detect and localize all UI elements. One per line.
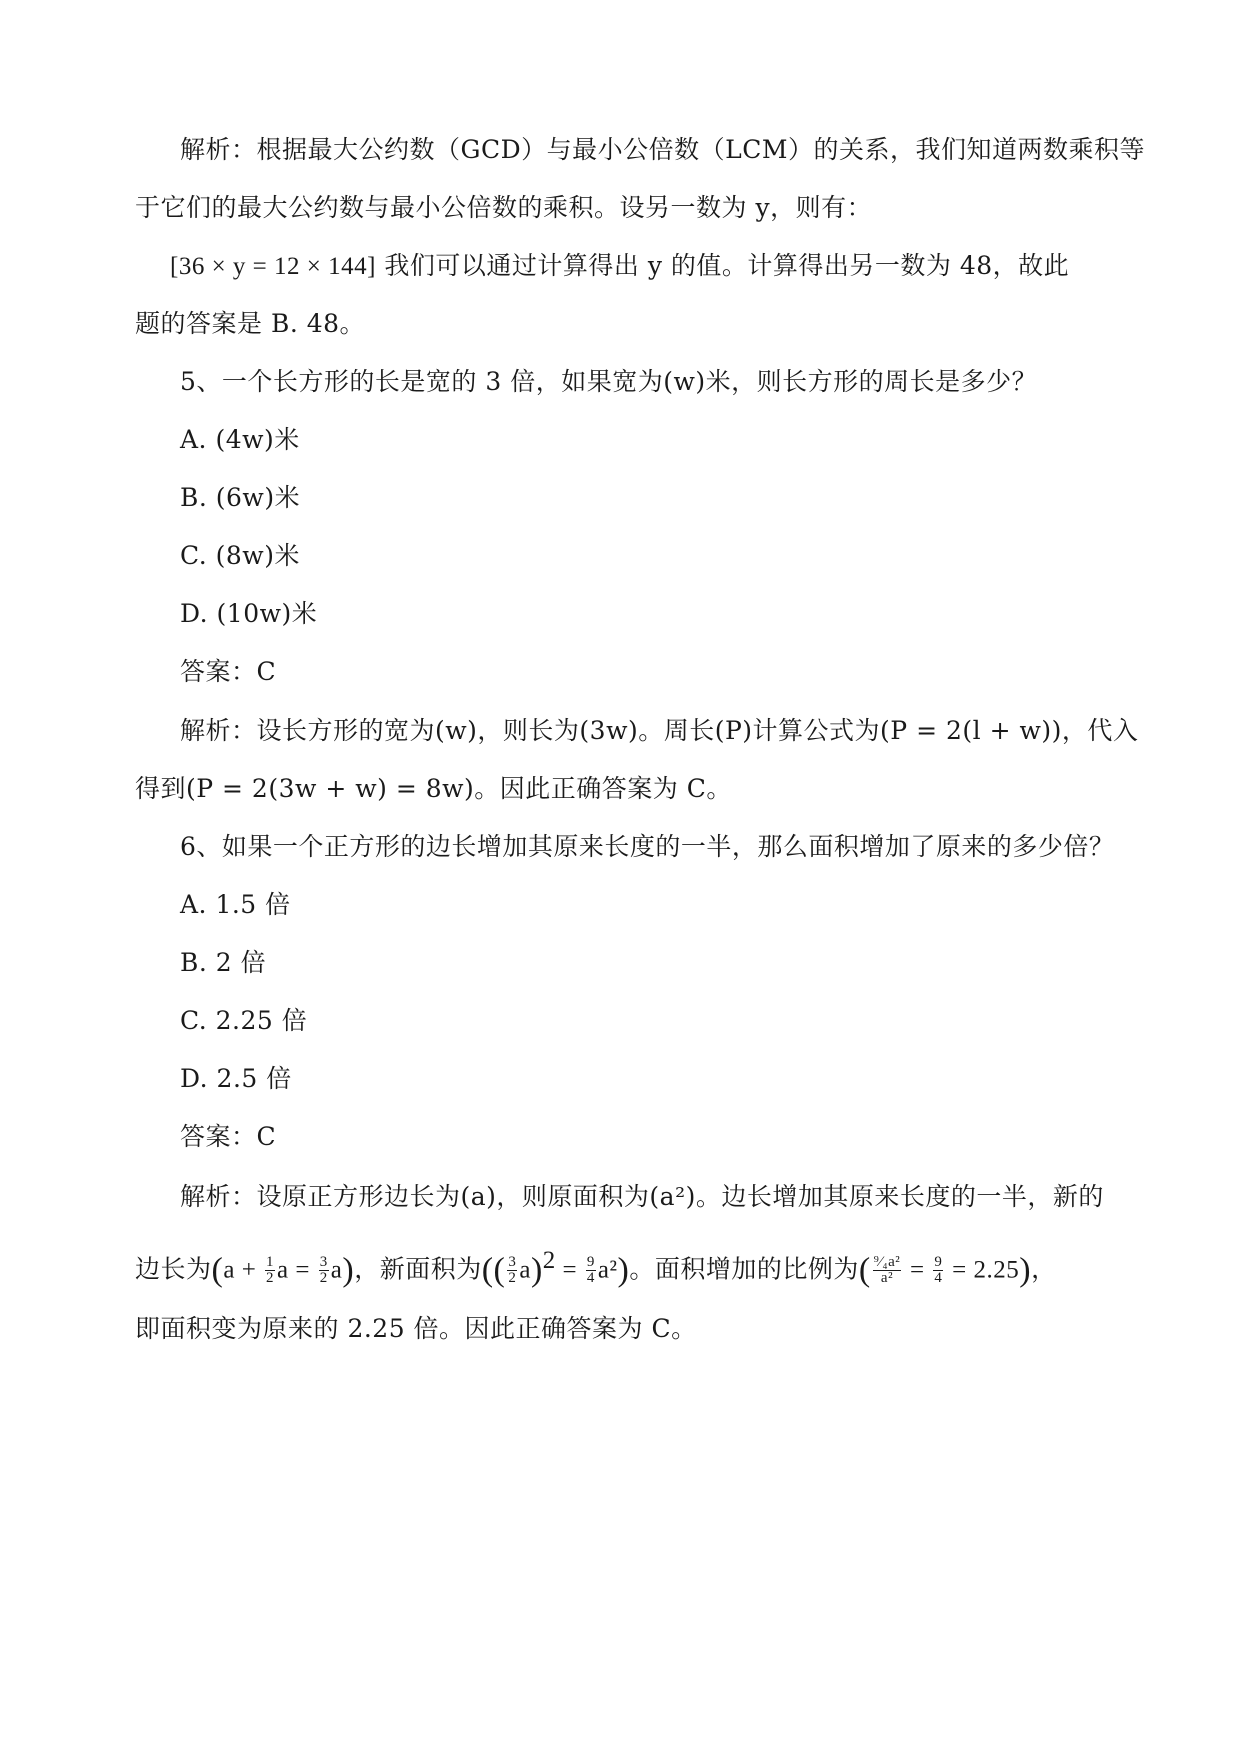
question-6: 6、如果一个正方形的边长增加其原来长度的一半，那么面积增加了原来的多少倍？: [180, 832, 1115, 861]
q6-answer: 答案：C: [180, 1122, 277, 1151]
formula-term: = 2.25: [945, 1256, 1020, 1284]
q6-option-c: C. 2.25 倍: [180, 1006, 308, 1035]
q6-explanation-line-1: 解析：设原正方形边长为(a)，则原面积为(a²)。边长增加其原来长度的一半，新的: [180, 1182, 1104, 1211]
fraction-6: $\frac{9}{4}$: [934, 1254, 943, 1287]
formula-text: 。面积增加的比例为: [629, 1254, 859, 1284]
q5-answer: 答案：C: [180, 657, 277, 686]
formula-text: ，新面积为: [354, 1254, 482, 1284]
fraction-4: $\frac{9}{4}$: [586, 1254, 595, 1287]
q6-option-b: B. 2 倍: [180, 948, 267, 977]
question-5: 5、一个长方形的长是宽的 3 倍，如果宽为(w)米，则长方形的周长是多少？: [180, 367, 1038, 396]
formula-term: =: [555, 1256, 584, 1284]
explanation-line-2: 于它们的最大公约数与最小公倍数的乘积。设另一数为 y，则有：: [135, 193, 873, 222]
formula-prefix: 边长为: [135, 1254, 212, 1284]
formula-term: a²: [597, 1256, 618, 1284]
explanation-line-1: 解析：根据最大公约数（GCD）与最小公倍数（LCM）的关系，我们知道两数乘积等: [180, 135, 1145, 164]
q5-explanation-line-2: 得到(P = 2(3w + w) = 8w)。因此正确答案为 C。: [135, 774, 732, 803]
formula-term: a: [519, 1256, 531, 1284]
q6-option-a: A. 1.5 倍: [180, 890, 291, 919]
fraction-1: $\frac{1}{2}$: [266, 1254, 275, 1287]
formula-term: a +: [223, 1256, 264, 1284]
q6-explanation-formula-line: 边长为(a + $\frac{1}{2}$ a = $\frac{3}{2}$ a)，新面积为(( $\frac{3}{2}$ a)$^2$ = $\frac{9}{4}$ a²)。面积增加的比例为( $\frac{\text{⁹⁄₄a²}}{\text{a²}}$ = $\frac{9}{4}$ = 2.25)，: [135, 1247, 1057, 1289]
exponent: 2: [542, 1247, 556, 1274]
q5-option-a: A. (4w)米: [180, 425, 300, 454]
fraction-2: $\frac{3}{2}$: [319, 1254, 328, 1287]
formula-term: a: [330, 1256, 343, 1284]
explanation-line-3: [170, 249, 1069, 284]
formula-suffix: ，: [1031, 1254, 1057, 1284]
formula-term: =: [903, 1256, 932, 1284]
equation: [36 × y = 12 × 144]: [170, 253, 376, 280]
explanation-text: 我们可以通过计算得出 y 的值。计算得出另一数为 48，故此: [375, 251, 1070, 280]
fraction-3: $\frac{3}{2}$: [508, 1254, 517, 1287]
q6-option-d: D. 2.5 倍: [180, 1064, 292, 1093]
explanation-line-4: 题的答案是 B. 48。: [135, 309, 366, 338]
q5-option-c: C. (8w)米: [180, 541, 300, 570]
q6-explanation-line-3: 即面积变为原来的 2.25 倍。因此正确答案为 C。: [135, 1314, 697, 1343]
fraction-5: $\frac{\text{⁹⁄₄a²}}{\text{a²}}$: [873, 1254, 901, 1287]
q5-option-b: B. (6w)米: [180, 483, 301, 512]
formula-term: a =: [277, 1256, 317, 1284]
q5-option-d: D. (10w)米: [180, 599, 318, 628]
q5-explanation-line-1: 解析：设长方形的宽为(w)，则长为(3w)。周长(P)计算公式为(P = 2(l + w))，代入: [180, 716, 1139, 745]
